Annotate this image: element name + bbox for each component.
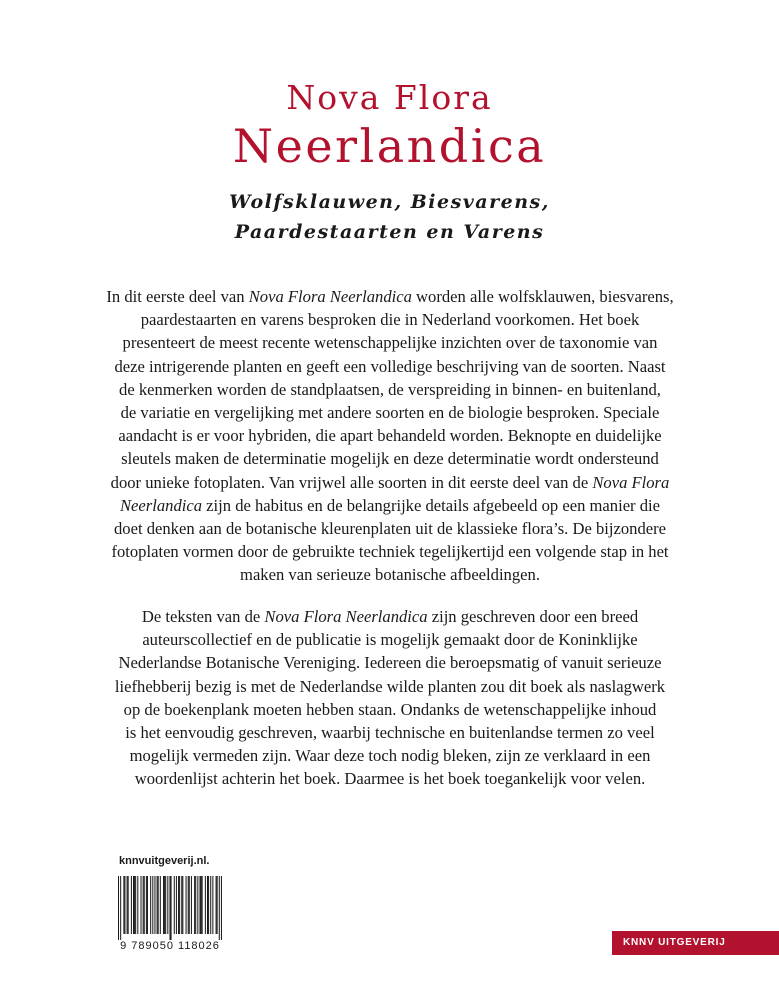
barcode-bar bbox=[127, 876, 128, 934]
subtitle-line-2: Paardestaarten en Varens bbox=[234, 221, 545, 243]
text-line: Neerlandica zijn de habitus en de belangrijke details afgebeeld op een manier die bbox=[119, 495, 661, 515]
text-line: presenteert de meest recente wetenschappelijke inzichten over de taxonomie van bbox=[122, 333, 658, 353]
barcode-bar bbox=[123, 876, 124, 934]
barcode-bar bbox=[120, 876, 121, 940]
barcode-bar bbox=[169, 876, 170, 940]
barcode-bar bbox=[118, 876, 119, 940]
barcode-bar bbox=[221, 876, 222, 940]
text-line: de variatie en vergelijking met andere soorten en de biologie besproken. Speciale bbox=[120, 403, 660, 423]
barcode-bar bbox=[194, 876, 195, 934]
barcode-bar bbox=[143, 876, 144, 934]
barcode-bar bbox=[164, 876, 165, 934]
barcode-bar bbox=[174, 876, 175, 934]
barcode-bar bbox=[189, 876, 190, 934]
barcode-bar bbox=[179, 876, 180, 934]
barcode-bar bbox=[181, 876, 182, 934]
text-line: maken van serieuze botanische afbeeldingen. bbox=[240, 565, 540, 585]
text-line: doet denken aan de botanische kleurenplaten uit de klassieke flora’s. De bijzondere bbox=[114, 519, 666, 539]
isbn-digits: 9 789050 118026 bbox=[120, 940, 220, 952]
barcode-bar bbox=[160, 876, 161, 934]
barcode-bar bbox=[176, 876, 177, 934]
text-line: woordenlijst achterin het boek. Daarmee is het boek toegankelijk voor velen. bbox=[134, 769, 646, 789]
barcode-bar bbox=[188, 876, 189, 934]
barcode-bar bbox=[216, 876, 217, 934]
barcode-bar bbox=[167, 876, 168, 934]
text-line: auteurscollectief en de publicatie is mogelijk gemaakt door de Koninklijke bbox=[142, 630, 638, 650]
barcode-bar bbox=[208, 876, 209, 934]
barcode-bar bbox=[163, 876, 164, 934]
barcode-bar bbox=[171, 876, 172, 940]
barcode-bar bbox=[186, 876, 187, 934]
text-line: In dit eerste deel van Nova Flora Neerlandica worden alle wolfsklauwen, biesvarens, bbox=[106, 287, 674, 306]
barcode-bar bbox=[182, 876, 183, 934]
barcode-bar bbox=[150, 876, 151, 934]
barcode-bar bbox=[201, 876, 202, 934]
barcode-bar bbox=[137, 876, 138, 934]
barcode-bar bbox=[210, 876, 211, 934]
text-line: Nederlandse Botanische Vereniging. Iedereen die beroepsmatig of vanuit serieuze bbox=[118, 653, 662, 673]
description-paragraph-2 bbox=[95, 605, 685, 791]
text-line: paardestaarten en varens besproken die in Nederland voorkomen. Het boek bbox=[140, 310, 640, 330]
barcode-bar bbox=[219, 876, 220, 940]
barcode-bar bbox=[158, 876, 159, 934]
barcode-bar bbox=[157, 876, 158, 934]
text-line: sleutels maken de determinatie mogelijk en deze determinatie wordt ondersteund bbox=[121, 449, 659, 469]
title-line-1: Nova Flora bbox=[286, 78, 493, 117]
barcode-bar bbox=[217, 876, 218, 934]
text-line: aandacht is er voor hybriden, die apart behandeld worden. Beknopte en duidelijke bbox=[118, 426, 662, 446]
barcode-bar bbox=[154, 876, 155, 934]
subtitle bbox=[0, 187, 779, 247]
barcode-bar bbox=[146, 876, 147, 934]
subtitle-line-1: Wolfsklauwen, Biesvarens, bbox=[229, 191, 550, 213]
barcode-bar bbox=[147, 876, 148, 934]
barcode-bar bbox=[199, 876, 200, 934]
description-paragraph-1 bbox=[95, 285, 685, 587]
barcode-bar bbox=[202, 876, 203, 934]
text-line: door unieke fotoplaten. Van vrijwel alle soorten in dit eerste deel van de Nova Flora bbox=[110, 472, 670, 492]
barcode-bar bbox=[165, 876, 166, 934]
text-line: mogelijk vermeden zijn. Waar deze toch nodig bleken, zijn ze verklaard in een bbox=[129, 746, 651, 766]
barcode-bar bbox=[191, 876, 192, 934]
barcode-bar bbox=[131, 876, 132, 934]
barcode-bar bbox=[144, 876, 145, 934]
text-line: is het eenvoudig geschreven, waarbij technische en buitenlandse termen zo veel bbox=[125, 723, 655, 743]
barcode-bar bbox=[134, 876, 135, 934]
barcode-bar bbox=[195, 876, 196, 934]
publisher-badge: KNNV UITGEVERIJ bbox=[612, 931, 779, 955]
text-line: deze intrigerende planten en geeft een volledige beschrijving van de soorten. Naast bbox=[114, 356, 666, 376]
barcode-bar bbox=[197, 876, 198, 934]
barcode-bar bbox=[133, 876, 134, 934]
title-line-2: Neerlandica bbox=[232, 119, 547, 173]
publisher-website: knnvuitgeverij.nl. bbox=[119, 855, 210, 867]
text-line: fotoplaten vormen door de gebruikte techniek tegelijkertijd een volgende stap in het bbox=[111, 542, 669, 562]
text-line: De teksten van de Nova Flora Neerlandica zijn geschreven door een breed bbox=[141, 607, 639, 626]
barcode-bar bbox=[178, 876, 179, 934]
barcode-bar bbox=[207, 876, 208, 934]
text-line: liefhebberij bezig is met de Nederlandse wilde planten zou dit boek als naslagwerk bbox=[114, 676, 666, 696]
text-line: de kenmerken worden de standplaatsen, de verspreiding in binnen- en buitenland, bbox=[119, 379, 661, 399]
barcode-bar bbox=[152, 876, 153, 934]
isbn-barcode-icon bbox=[118, 876, 222, 940]
barcode-bar bbox=[212, 876, 213, 934]
barcode-bar bbox=[128, 876, 129, 934]
text-line: op de boekenplank moeten hebben staan. Ondanks de wetenschappelijke inhoud bbox=[123, 699, 657, 719]
barcode-bar bbox=[135, 876, 136, 934]
barcode-bar bbox=[124, 876, 125, 934]
barcode-bar bbox=[141, 876, 142, 934]
barcode-bar bbox=[205, 876, 206, 934]
